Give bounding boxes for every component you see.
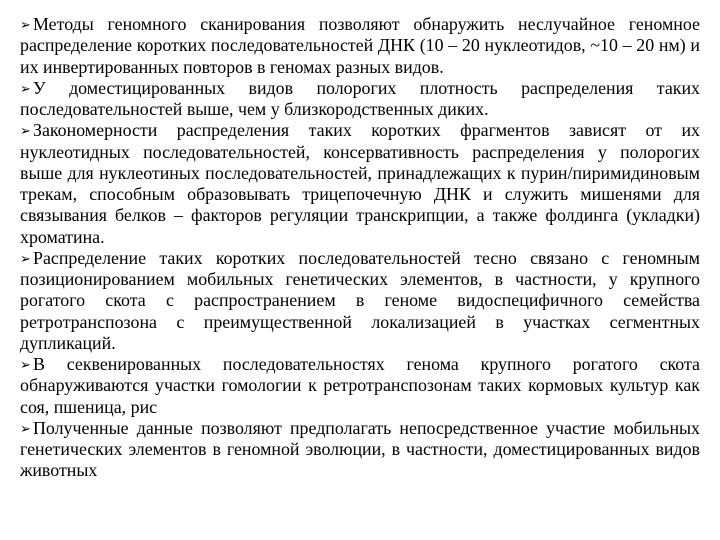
arrow-bullet-icon: ➢ [20, 358, 31, 373]
arrow-bullet-icon: ➢ [20, 421, 31, 437]
arrow-bullet-icon: ➢ [20, 251, 31, 267]
slide-text-body [20, 14, 700, 530]
bullet-text: Закономерности распределения таких коротких фрагментов зависят от их нуклеотидных последовательностей, консервативность распределения у полорогих выше для нуклеотиных последовательностей, принадлежащих к пурин/пиримидиновым трекам, способным образовывать трицепочечную ДНК и служить мишенями для связывания белков – факторов регуляции транскрипции, а также фолдинга (укладки) хроматина. [20, 120, 700, 247]
bullet-text: В секвенированных последовательностях генома крупного рогатого скота обнаруживаются участки гомологии к ретротранспозонам таких кормовых культур как соя, пшеница, рис [20, 354, 700, 417]
bullet-item-4 [20, 248, 700, 354]
bullet-text: Методы геномного сканирования позволяют обнаружить неслучайное геномное распределение коротких последовательностей ДНК (10 – 20 нуклеотидов, ~10 – 20 нм) и их инвертированных повторов в геномах разных видов. [20, 14, 700, 77]
arrow-bullet-icon: ➢ [20, 81, 31, 97]
bullet-text: Распределение таких коротких последовательностей тесно связано с геномным позиционированием мобильных генетических элементов, в частности, у крупного рогатого скота с распространением в геноме видоспецифичного семейства ретротранспозона с преимущественной локализацией в участках сегментных дупликаций. [20, 247, 700, 353]
bullet-item-1 [20, 14, 700, 78]
bullet-text: У доместицированных видов полорогих плотность распределения таких последовательностей выше, чем у близкородственных диких. [20, 77, 700, 119]
bullet-item-3 [20, 120, 700, 248]
bullet-text: Полученные данные позволяют предполагать непосредственное участие мобильных генетических элементов в геномной эволюции, в частности, доместицированных видов животных [20, 417, 700, 481]
bullet-item-6 [20, 418, 700, 482]
bullet-item-2 [20, 78, 700, 121]
bullet-item-5 [20, 354, 700, 418]
arrow-bullet-icon: ➢ [20, 18, 31, 33]
arrow-bullet-icon: ➢ [20, 124, 31, 140]
